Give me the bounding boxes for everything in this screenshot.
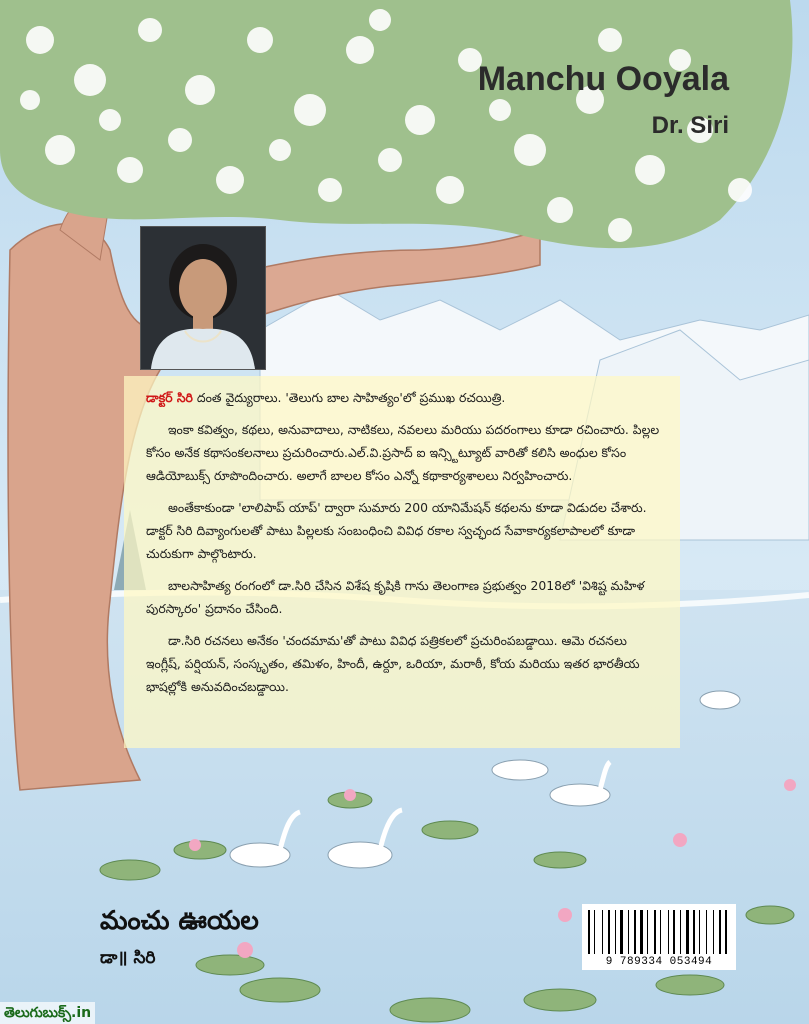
barcode-bar [647,910,648,954]
bio-paragraph: బాలసాహిత్య రంగంలో డా.సిరి చేసిన విశేష కృషికి గాను తెలంగాణ ప్రభుత్వం 2018లో 'విశిష్ట మహిళ పురస్కారం' ప్రదానం చేసింది. [146,578,645,616]
barcode-bar [631,910,632,954]
barcode-bar [617,910,618,954]
barcode-bar [634,910,636,954]
barcode-bar [660,910,661,954]
barcode-bar [670,910,671,954]
barcode-bar [657,910,658,954]
book-title: Manchu Ooyala [477,60,729,98]
barcode-bar [702,910,704,954]
barcode-bar [663,910,666,954]
bio-paragraph [146,386,664,409]
telugu-title: మంచు ఊయల [100,906,259,936]
barcode-bar [699,910,700,954]
barcode-bar [654,910,656,954]
barcode-bar [713,910,714,954]
barcode-bar [719,910,721,954]
author-portrait-image [141,227,265,369]
bio-paragraph: అంతేకాకుండా 'లాలిపాప్ యాప్' ద్వారా సుమారు 200 యానిమేషన్ కథలను కూడా విడుదల చేశారు. డాక్టర్ సిరి దివ్యాంగులతో పాటు పిల్లలకు సంబంధించి వివిధ రకాల స్వచ్ఛంద సేవాకార్యకలాపాలలో కూడా చురుకుగా పాల్గొంటారు. [146,500,647,561]
barcode-bar [625,910,627,954]
barcode-bar [615,910,616,954]
barcode-bar [693,910,695,954]
barcode-bar [640,910,643,954]
barcode-bar [637,910,638,954]
telugu-author: డా॥ సిరి [100,948,156,968]
barcode-bar [604,910,606,954]
barcode-bar [645,910,646,954]
barcode-bar [650,910,652,954]
barcode-bar [706,910,707,954]
barcode-bar [602,910,603,954]
barcode-bar [729,910,730,954]
barcode-bar [677,910,679,954]
barcode-number: 9 789334 053494 [605,956,713,968]
barcode-bar [608,910,610,954]
barcode-bar [592,910,593,954]
author-photo [140,226,266,370]
barcode-bar [690,910,691,954]
author-name-highlight: డాక్టర్ సిరి [146,390,193,405]
barcode-bar [697,910,698,954]
book-author: Dr. Siri [651,112,729,139]
barcode-bar [716,910,717,954]
barcode-bar [683,910,684,954]
barcode-bar [722,910,723,954]
barcode-bar [597,910,600,954]
barcode-bar [588,910,590,954]
publisher-logo: తెలుగుబుక్స్.in [0,1002,95,1024]
barcode-bar [628,910,629,954]
barcode-bar [612,910,613,954]
barcode-bar [680,910,681,954]
barcode-bar [594,910,595,954]
barcode-bar [725,910,727,954]
barcode-bar [686,910,689,954]
isbn-barcode [582,904,736,970]
author-bio-panel [124,376,680,748]
bio-paragraph: డా.సిరి రచనలు అనేకం 'చందమామ'తో పాటు వివిధ పత్రికలలో ప్రచురింపబడ్డాయి. ఆమె రచనలు ఇంగ్లీష్, పర్షియన్, సంస్కృతం, తమిళం, హిందీ, ఉర్దూ, ఒరియా, మరాఠీ, కోయ మరియు ఇతర భారతీయ భాషల్లోకి అనువదించబడ్డాయి. [146,633,640,694]
barcode-bar [668,910,669,954]
bio-paragraph: ఇంకా కవిత్వం, కథలు, అనువాదాలు, నాటికలు, నవలలు మరియు పదరంగాలు కూడా రచించారు. పిల్లల కోసం అనేక కథాసంకలనాలు ప్రచురించారు.ఎల్.వి.ప్రసాద్ ఐ ఇన్స్టిట్యూట్ వారితో కలిసి అంధుల కోసం ఆడియోబుక్స్ రూపొందించారు. అలాగే బాలల కోసం ఎన్నో కథాకార్యశాలలు నిర్వహించారు. [146,422,660,483]
barcode-bars [588,910,730,954]
barcode-bar [620,910,623,954]
barcode-bar [673,910,675,954]
barcode-bar [708,910,711,954]
bio-intro: దంత వైద్యురాలు. 'తెలుగు బాల సాహిత్యం'లో ప్రముఖ రచయిత్రి. [192,390,506,405]
